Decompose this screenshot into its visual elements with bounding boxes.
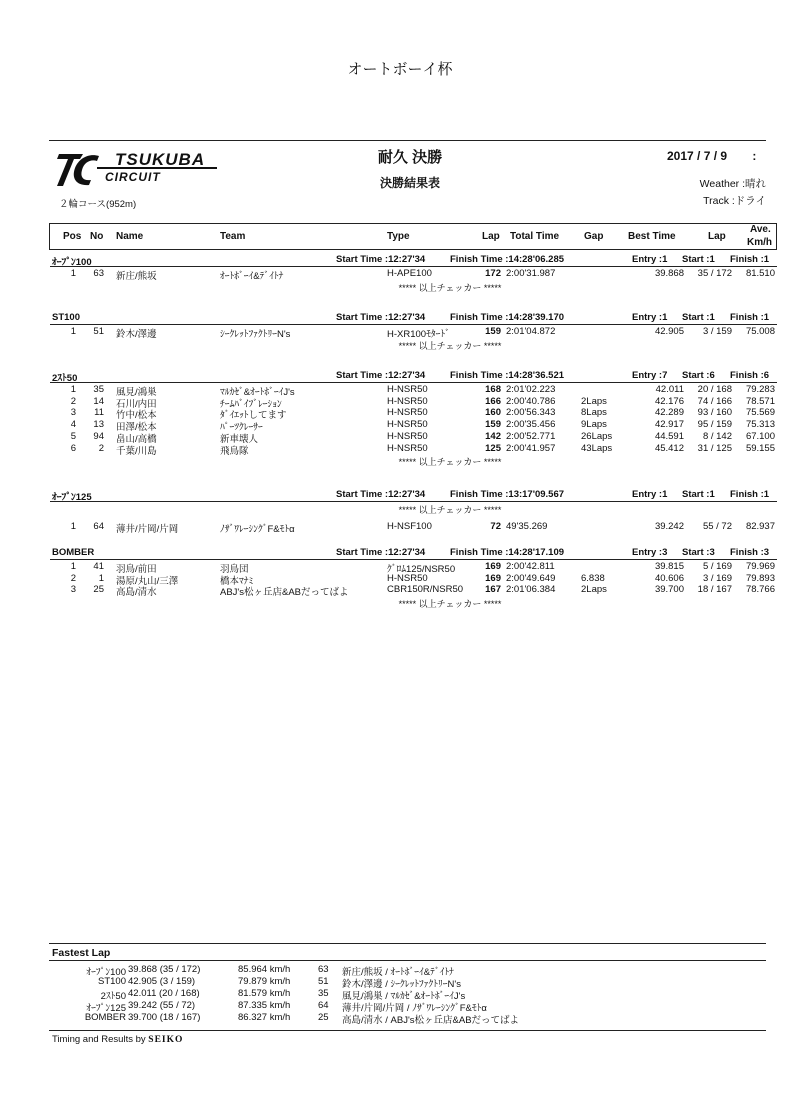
result-name: 鈴木/澤邊 <box>116 329 157 340</box>
fastest-lap-row <box>0 988 800 1000</box>
result-row <box>50 419 777 434</box>
result-team: ﾊﾟｰﾂｸﾚｰｻｰ <box>220 422 263 434</box>
result-type: H-NSR50 <box>387 442 428 454</box>
section-header <box>50 547 777 559</box>
fastest-lap-no: 35 <box>318 988 329 999</box>
result-team: ﾏﾙｶｾﾞ&ｵｰﾄﾎﾞｰｲJ's <box>220 387 295 398</box>
section-divider <box>50 501 777 502</box>
result-row <box>50 395 777 410</box>
race-date-value: 2017 / 7 / 9 <box>667 149 728 163</box>
result-type: H-NSR50 <box>387 395 428 407</box>
result-pos: 1 <box>70 561 76 572</box>
result-lap: 159 <box>485 326 501 337</box>
result-no: 14 <box>93 395 104 407</box>
section-name: 2ｽﾄ50 <box>52 373 78 384</box>
result-lap: 167 <box>485 584 501 596</box>
footer-rule <box>49 1030 766 1031</box>
result-type: CBR150R/NSR50 <box>387 584 464 596</box>
result-team: ﾀﾞｲｴｯﾄしてます <box>220 410 287 422</box>
result-row <box>50 442 777 457</box>
col-gap: Gap <box>584 231 604 242</box>
section-start-time: Start Time :12:27'34 <box>336 547 426 558</box>
result-type: H-APE100 <box>387 268 432 279</box>
result-gap: 2Laps <box>581 395 607 407</box>
fastest-lap-time: 42.905 (3 / 159) <box>128 976 196 987</box>
result-team: ｼｰｸﾚｯﾄﾌｧｸﾄﾘｰN's <box>220 329 291 340</box>
result-pos: 1 <box>70 268 76 279</box>
result-best-lap: 31 / 125 <box>697 442 732 454</box>
result-lap: 166 <box>485 395 501 407</box>
result-no: 11 <box>94 407 104 419</box>
fastest-lap-speed: 85.964 km/h <box>238 964 291 975</box>
result-team: 飛鳥隊 <box>220 445 249 457</box>
section-entry: Entry :3 <box>632 547 668 558</box>
result-name: 高島/清水 <box>116 587 157 599</box>
result-pos: 2 <box>70 572 76 584</box>
col-pos: Pos <box>63 231 82 242</box>
result-row <box>50 268 777 282</box>
fastest-lap-row <box>0 976 800 988</box>
fastest-lap-title-rule <box>49 960 766 961</box>
section-start: Start :1 <box>682 312 715 323</box>
result-ave-speed: 67.100 <box>745 430 775 442</box>
result-pos: 3 <box>70 584 76 596</box>
header-top-rule <box>49 140 766 141</box>
result-lap: 160 <box>485 407 501 419</box>
fastest-lap-no: 63 <box>318 964 329 975</box>
race-subtitle: 決勝結果表 <box>379 176 440 190</box>
result-ave-speed: 78.571 <box>745 395 775 407</box>
section-start: Start :1 <box>682 254 715 265</box>
fastest-lap-no: 25 <box>318 1012 329 1023</box>
checker-line: ***** 以上チェッカー ***** <box>398 505 502 515</box>
result-pos: 1 <box>70 326 76 337</box>
fastest-lap-class: ｵｰﾌﾟﾝ125 <box>86 1003 126 1014</box>
result-pos: 2 <box>70 395 76 407</box>
section-divider <box>50 382 777 383</box>
checker-line: ***** 以上チェッカー ***** <box>398 457 502 468</box>
race-title: 耐久 決勝 <box>377 149 443 166</box>
seiko-logo: SEIKO <box>148 1035 184 1045</box>
result-gap: 9Laps <box>581 419 607 431</box>
result-pos: 1 <box>70 521 76 532</box>
result-best-time: 44.591 <box>654 430 684 442</box>
result-gap: 8Laps <box>581 407 607 419</box>
result-best-time: 42.905 <box>654 326 684 337</box>
result-no: 51 <box>93 326 104 337</box>
section-start-time: Start Time :12:27'34 <box>336 370 426 381</box>
section-header <box>50 489 777 501</box>
result-team: ﾉｻﾞﾜﾚｰｼﾝｸﾞF&ﾓﾄα <box>220 524 295 535</box>
col-team: Team <box>220 231 246 242</box>
result-type: H-NSR50 <box>387 384 428 395</box>
fastest-lap-time: 39.868 (35 / 172) <box>128 964 201 975</box>
result-row <box>50 521 777 535</box>
result-total-time: 2:00'49.649 <box>506 572 556 584</box>
result-gap: 2Laps <box>581 584 607 596</box>
section-divider <box>50 559 777 560</box>
fastest-lap-class: BOMBER <box>84 1012 126 1023</box>
result-team: 羽鳥団 <box>220 564 249 575</box>
race-date <box>667 149 756 163</box>
result-best-time: 39.815 <box>654 561 684 572</box>
col-name: Name <box>116 231 144 242</box>
result-no: 63 <box>93 268 104 279</box>
result-ave-speed: 75.569 <box>745 407 775 419</box>
fastest-lap-class: ST100 <box>98 976 126 987</box>
result-total-time: 2:01'06.384 <box>506 584 556 596</box>
result-best-time: 42.176 <box>654 395 684 407</box>
result-best-lap: 74 / 166 <box>697 395 732 407</box>
section-entry: Entry :1 <box>632 312 668 323</box>
result-best-lap: 20 / 168 <box>697 384 732 395</box>
result-best-lap: 5 / 169 <box>702 561 732 572</box>
result-team: ﾁｰﾑﾊﾞｲﾌﾞﾚｰｼｮﾝ <box>220 398 282 410</box>
result-lap: 172 <box>485 268 501 279</box>
result-lap: 72 <box>490 521 501 532</box>
result-ave-speed: 78.766 <box>745 584 775 596</box>
result-total-time: 2:00'31.987 <box>506 268 556 279</box>
result-best-lap: 8 / 142 <box>702 430 732 442</box>
logo-sub-text: CIRCUIT <box>105 170 161 184</box>
course-label: ２輪コース(952m) <box>59 199 137 210</box>
result-type: H-NSR50 <box>387 407 428 419</box>
result-team: 橋本ﾏﾅﾐ <box>220 575 254 587</box>
section-finish: Finish :1 <box>730 312 770 323</box>
fastest-lap-row <box>0 1012 800 1024</box>
result-total-time: 2:00'56.343 <box>506 407 556 419</box>
result-no: 41 <box>93 561 104 572</box>
result-lap: 159 <box>485 419 501 431</box>
section-header <box>50 312 777 324</box>
result-pos: 1 <box>70 384 76 395</box>
section-name: ST100 <box>52 312 80 323</box>
section-divider <box>50 324 777 325</box>
section-finish: Finish :6 <box>730 370 770 381</box>
result-best-time: 40.606 <box>654 572 684 584</box>
result-type: H-NSR50 <box>387 572 428 584</box>
fastest-lap-row <box>0 1000 800 1012</box>
section-start: Start :6 <box>682 370 715 381</box>
fastest-lap-row <box>0 964 800 976</box>
result-best-lap: 3 / 159 <box>702 326 732 337</box>
section-finish: Finish :1 <box>730 254 770 265</box>
track-info: Track :ドライ <box>703 195 766 207</box>
fastest-lap-class: 2ｽﾄ50 <box>100 991 126 1002</box>
result-pos: 6 <box>70 442 76 454</box>
result-row <box>50 326 777 340</box>
result-total-time: 2:00'35.456 <box>506 419 556 431</box>
result-name: 竹中/松本 <box>116 410 157 422</box>
weather-info: Weather :晴れ <box>699 178 766 190</box>
fastest-lap-rider: 風見/鴻巣 / ﾏﾙｶｾﾞ&ｵｰﾄﾎﾞｰｲJ's <box>342 991 466 1002</box>
results-column-header <box>49 223 777 250</box>
result-pos: 4 <box>70 419 76 431</box>
col-best-time: Best Time <box>628 231 676 242</box>
result-name: 畠山/高橋 <box>116 433 157 445</box>
fastest-lap-time: 39.242 (55 / 72) <box>128 1000 196 1011</box>
col-ave-line2: Km/h <box>747 237 772 248</box>
result-ave-speed: 75.313 <box>745 419 775 431</box>
fastest-lap-rider: 高島/清水 / ABJ's松ヶ丘店&ABだってばよ <box>342 1015 520 1026</box>
result-ave-speed: 59.155 <box>745 442 775 454</box>
result-ave-speed: 81.510 <box>745 268 775 279</box>
result-ave-speed: 82.937 <box>745 521 775 532</box>
section-finish-time: Finish Time :14:28'39.170 <box>450 312 565 323</box>
result-best-time: 39.242 <box>654 521 684 532</box>
result-ave-speed: 79.283 <box>745 384 775 395</box>
result-name: 湯原/丸山/三澤 <box>116 575 179 587</box>
result-no: 13 <box>93 419 104 431</box>
result-no: 35 <box>93 384 104 395</box>
section-start-time: Start Time :12:27'34 <box>336 312 426 323</box>
fastest-lap-time: 39.700 (18 / 167) <box>128 1012 201 1023</box>
result-name: 薄井/片岡/片岡 <box>116 524 179 535</box>
fastest-lap-no: 64 <box>318 1000 329 1011</box>
section-entry: Entry :7 <box>632 370 668 381</box>
section-name: ｵｰﾌﾟﾝ125 <box>52 492 92 503</box>
result-no: 1 <box>98 572 104 584</box>
checker-line: ***** 以上チェッカー ***** <box>398 340 502 351</box>
result-name: 新庄/熊坂 <box>116 271 157 282</box>
result-row <box>50 572 777 587</box>
result-best-time: 42.917 <box>654 419 684 431</box>
fastest-lap-rider: 薄井/片岡/片岡 / ﾉｻﾞﾜﾚｰｼﾝｸﾞF&ﾓﾄα <box>342 1003 487 1014</box>
result-best-lap: 35 / 172 <box>697 268 732 279</box>
result-ave-speed: 79.893 <box>745 572 775 584</box>
result-name: 田澤/松本 <box>116 422 157 434</box>
result-lap: 125 <box>485 442 501 454</box>
result-total-time: 2:00'40.786 <box>506 395 556 407</box>
result-lap: 169 <box>485 572 501 584</box>
section-start: Start :1 <box>682 489 715 500</box>
section-entry: Entry :1 <box>632 489 668 500</box>
result-best-lap: 18 / 167 <box>697 584 732 596</box>
footer <box>52 1034 183 1045</box>
result-row <box>50 407 777 422</box>
fastest-lap-speed: 79.879 km/h <box>238 976 291 987</box>
result-best-lap: 55 / 72 <box>702 521 732 532</box>
result-name: 羽鳥/前田 <box>116 564 157 575</box>
result-row <box>50 384 777 398</box>
section-entry: Entry :1 <box>632 254 668 265</box>
section-header <box>50 254 777 266</box>
result-total-time: 2:01'02.223 <box>506 384 556 395</box>
result-total-time: 2:01'04.872 <box>506 326 556 337</box>
result-type: H-XR100ﾓﾀｰﾄﾞ <box>387 329 450 340</box>
col-total-time: Total Time <box>510 231 560 242</box>
result-team: ｵｰﾄﾎﾞｰｲ&ﾃﾞｲﾄﾅ <box>220 271 284 282</box>
result-no: 94 <box>93 430 104 442</box>
col-type: Type <box>387 231 410 242</box>
col-lap: Lap <box>482 231 500 242</box>
result-lap: 142 <box>485 430 501 442</box>
result-name: 石川/内田 <box>116 398 157 410</box>
result-best-time: 42.011 <box>655 384 684 395</box>
result-best-time: 39.868 <box>654 268 684 279</box>
section-start-time: Start Time :12:27'34 <box>336 254 426 265</box>
section-name: BOMBER <box>52 547 95 558</box>
result-total-time: 2:00'52.771 <box>506 430 556 442</box>
fastest-lap-rider: 鈴木/澤邊 / ｼｰｸﾚｯﾄﾌｧｸﾄﾘｰN's <box>342 979 461 990</box>
checker-line: ***** 以上チェッカー ***** <box>398 282 502 293</box>
result-total-time: 49'35.269 <box>506 521 548 532</box>
fastest-lap-speed: 87.335 km/h <box>238 1000 291 1011</box>
section-finish-time: Finish Time :13:17'09.567 <box>450 489 565 500</box>
section-finish-time: Finish Time :14:28'17.109 <box>450 547 565 558</box>
fastest-lap-speed: 86.327 km/h <box>238 1012 291 1023</box>
fastest-lap-no: 51 <box>318 976 329 987</box>
footer-text: Timing and Results by <box>52 1034 146 1045</box>
section-header <box>50 370 777 382</box>
result-best-lap: 93 / 160 <box>697 407 732 419</box>
result-no: 64 <box>93 521 104 532</box>
section-start-time: Start Time :12:27'34 <box>336 489 426 500</box>
result-no: 25 <box>93 584 104 596</box>
result-type: H-NSF100 <box>387 521 432 532</box>
result-name: 風見/鴻巣 <box>116 387 157 398</box>
col-ave-line1: Ave. <box>750 224 771 235</box>
col-no: No <box>90 231 104 242</box>
result-ave-speed: 79.969 <box>745 561 775 572</box>
document-title: オートボーイ杯 <box>347 61 453 78</box>
result-row <box>50 584 777 599</box>
result-gap: 43Laps <box>581 442 613 454</box>
result-ave-speed: 75.008 <box>745 326 775 337</box>
result-type: H-NSR50 <box>387 430 428 442</box>
result-row <box>50 430 777 445</box>
result-type: ｸﾞﾛﾑ125/NSR50 <box>387 564 456 575</box>
result-team: 新車壊人 <box>220 433 259 445</box>
section-finish-time: Finish Time :14:28'06.285 <box>450 254 565 265</box>
result-pos: 3 <box>70 407 76 419</box>
fastest-lap-top-rule <box>49 943 766 944</box>
fastest-lap-time: 42.011 (20 / 168) <box>128 988 200 999</box>
result-total-time: 2:00'41.957 <box>506 442 556 454</box>
result-no: 2 <box>98 442 104 454</box>
result-pos: 5 <box>70 430 76 442</box>
section-finish: Finish :1 <box>730 489 770 500</box>
result-lap: 169 <box>485 561 501 572</box>
fastest-lap-speed: 81.579 km/h <box>238 988 291 999</box>
result-lap: 168 <box>485 384 501 395</box>
result-best-time: 42.289 <box>654 407 684 419</box>
section-divider <box>50 266 777 267</box>
fastest-lap-title: Fastest Lap <box>52 947 111 959</box>
result-type: H-NSR50 <box>387 419 428 431</box>
fastest-lap-class: ｵｰﾌﾟﾝ100 <box>86 967 126 978</box>
section-start: Start :3 <box>682 547 715 558</box>
checker-line: ***** 以上チェッカー ***** <box>398 599 502 610</box>
result-total-time: 2:00'42.811 <box>506 561 555 572</box>
result-best-lap: 95 / 159 <box>697 419 732 431</box>
col-best-lap: Lap <box>708 231 726 242</box>
result-row <box>50 561 777 575</box>
logo-brand-text: TSUKUBA <box>115 150 206 169</box>
section-name: ｵｰﾌﾟﾝ100 <box>52 257 92 268</box>
result-gap: 26Laps <box>581 430 613 442</box>
fastest-lap-rider: 新庄/熊坂 / ｵｰﾄﾎﾞｰｲ&ﾃﾞｲﾄﾅ <box>342 967 454 978</box>
race-date-suffix: : <box>752 149 757 163</box>
result-team: ABJ's松ヶ丘店&ABだってばよ <box>220 587 349 599</box>
result-gap: 6.838 <box>581 572 605 584</box>
result-best-lap: 3 / 169 <box>702 572 732 584</box>
section-finish-time: Finish Time :14:28'36.521 <box>450 370 565 381</box>
result-best-time: 39.700 <box>654 584 684 596</box>
section-finish: Finish :3 <box>730 547 770 558</box>
result-name: 千葉/川島 <box>116 445 157 457</box>
result-best-time: 45.412 <box>654 442 684 454</box>
